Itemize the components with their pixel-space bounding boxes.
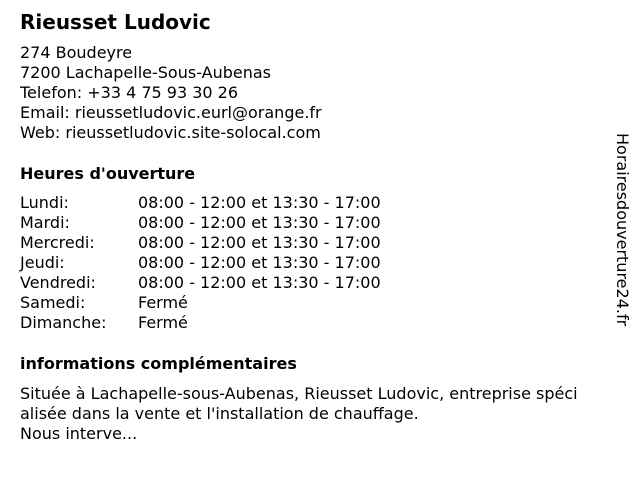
hours-row-saturday (20, 293, 440, 313)
day-hours: 08:00 - 12:00 et 13:30 - 17:00 (138, 253, 381, 272)
day-label: Dimanche: (20, 313, 107, 332)
day-hours: 08:00 - 12:00 et 13:30 - 17:00 (138, 213, 381, 232)
day-label: Vendredi: (20, 273, 96, 292)
hours-row-monday (20, 193, 440, 213)
business-name: Rieusset Ludovic (20, 10, 211, 34)
day-hours: 08:00 - 12:00 et 13:30 - 17:00 (138, 273, 381, 292)
day-label: Mercredi: (20, 233, 95, 252)
day-label: Samedi: (20, 293, 86, 312)
business-description (20, 384, 620, 444)
day-label: Mardi: (20, 213, 70, 232)
description-line: Nous interve... (20, 424, 138, 443)
day-label: Jeudi: (20, 253, 65, 272)
day-hours: Fermé (138, 313, 188, 332)
day-hours: 08:00 - 12:00 et 13:30 - 17:00 (138, 233, 381, 252)
additional-info-heading: informations complémentaires (20, 354, 297, 373)
address-street: 274 Boudeyre (20, 43, 133, 62)
opening-hours-table (20, 193, 440, 333)
description-line: alisée dans la vente et l'installation de chauffage. (20, 404, 419, 423)
email-address: Email: rieussetludovic.eurl@orange.fr (20, 103, 322, 122)
phone-number: Telefon: +33 4 75 93 30 26 (20, 83, 239, 102)
hours-row-tuesday (20, 213, 440, 233)
opening-hours-heading: Heures d'ouverture (20, 164, 196, 183)
hours-row-sunday (20, 313, 440, 333)
hours-row-friday (20, 273, 440, 293)
description-line: Située à Lachapelle-sous-Aubenas, Rieusset Ludovic, entreprise spéci (20, 384, 578, 403)
contact-block (20, 43, 322, 143)
website: Web: rieussetludovic.site-solocal.com (20, 123, 321, 142)
day-hours: 08:00 - 12:00 et 13:30 - 17:00 (138, 193, 381, 212)
day-label: Lundi: (20, 193, 69, 212)
hours-row-thursday (20, 253, 440, 273)
hours-row-wednesday (20, 233, 440, 253)
address-city: 7200 Lachapelle-Sous-Aubenas (20, 63, 271, 82)
day-hours: Fermé (138, 293, 188, 312)
site-watermark: Horairesdouverture24.fr (613, 133, 632, 327)
